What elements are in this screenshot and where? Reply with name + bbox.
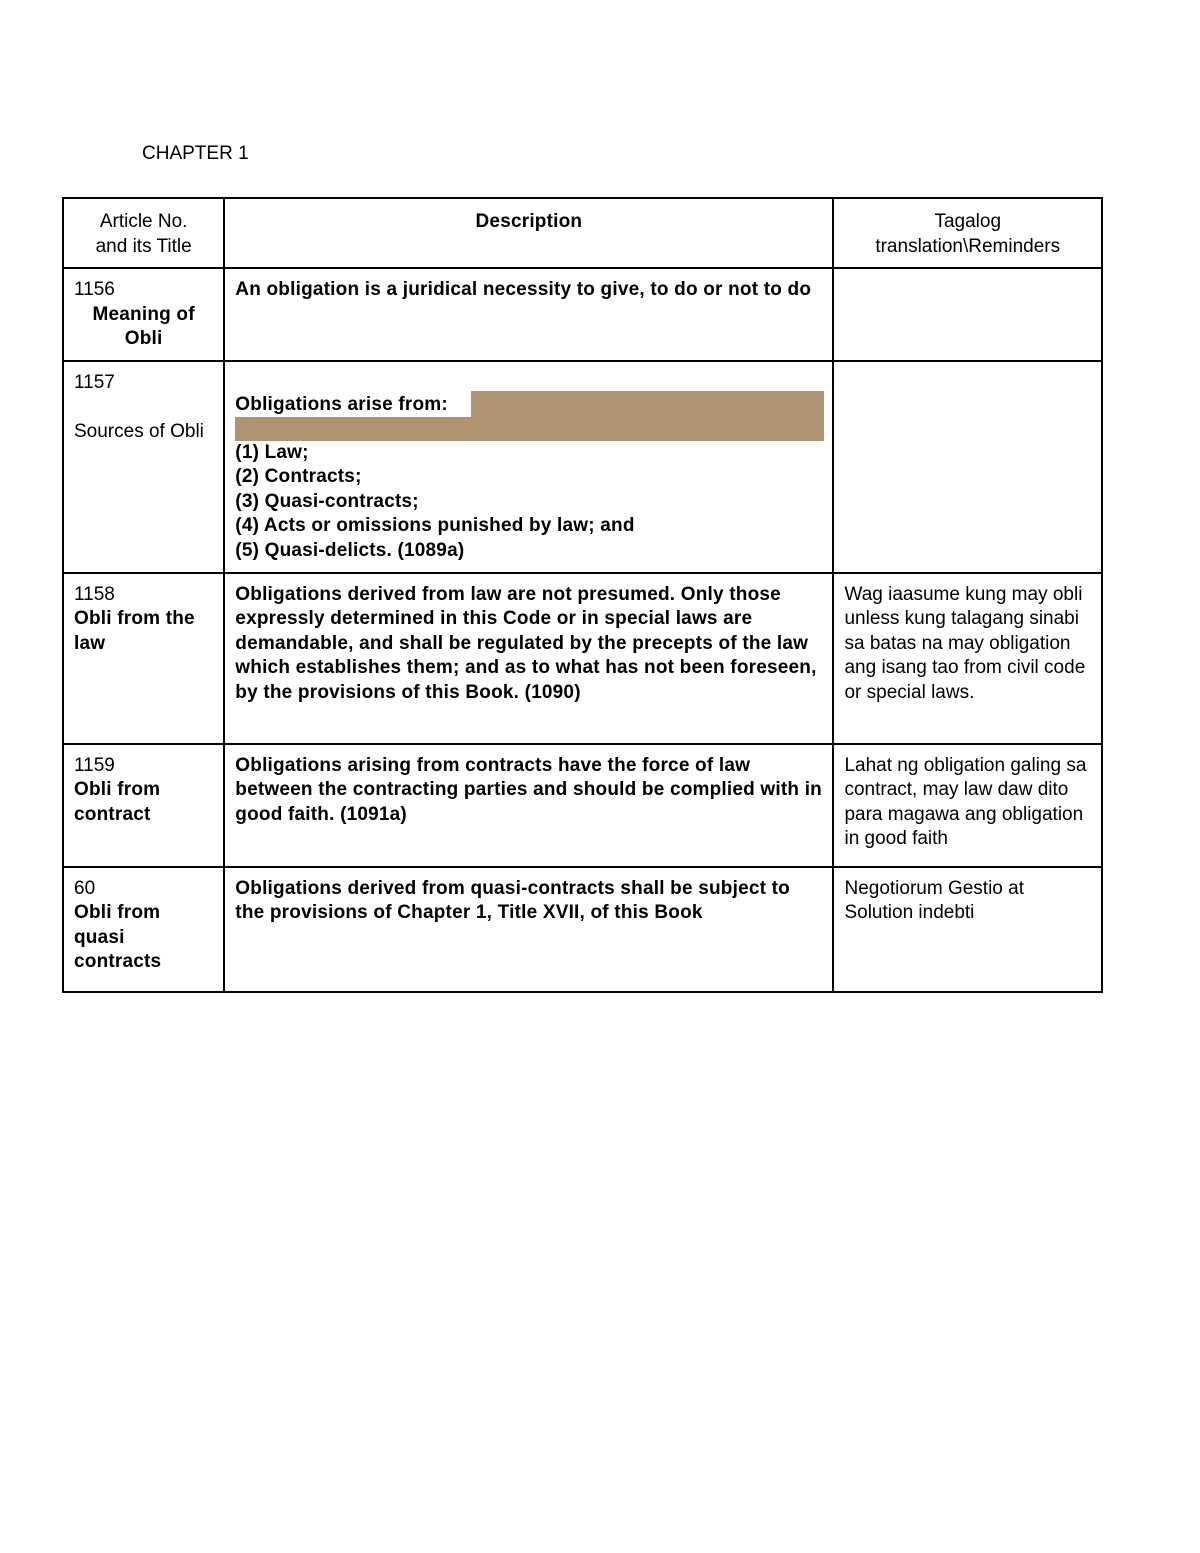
description-intro: Obligations arise from: bbox=[235, 393, 448, 415]
description-cell bbox=[224, 573, 833, 744]
header-article-line2: and its Title bbox=[95, 235, 192, 257]
reminder-cell bbox=[833, 573, 1102, 744]
list-item: (5) Quasi-delicts. (1089a) bbox=[235, 539, 465, 561]
article-number: 1157 bbox=[74, 371, 115, 393]
header-reminders bbox=[833, 198, 1102, 268]
article-cell bbox=[63, 361, 224, 573]
list-item: (1) Law; bbox=[235, 441, 309, 463]
reminder-cell bbox=[833, 744, 1102, 867]
header-reminders-line1: Tagalog bbox=[934, 211, 1002, 232]
article-number: 1158 bbox=[74, 583, 115, 605]
table-row bbox=[63, 573, 1102, 744]
article-cell bbox=[63, 744, 224, 867]
article-cell bbox=[63, 268, 224, 361]
table-row bbox=[63, 268, 1102, 361]
description-cell bbox=[224, 744, 833, 867]
article-number: 1156 bbox=[74, 279, 115, 300]
list-item: (2) Contracts; bbox=[235, 466, 362, 487]
description-cell bbox=[224, 361, 833, 573]
description-cell bbox=[224, 268, 833, 361]
article-description: Obligations derived from law are not presumed. Only those expressly determined in this Code or in special laws are demandable, and shall be regulated by the precepts of the law which establishes them; and as to what has not been foreseen, by the provisions of this Book. (1090) bbox=[235, 583, 817, 703]
reminder-cell bbox=[833, 361, 1102, 573]
article-title: Obli from contract bbox=[74, 779, 161, 825]
article-title: Sources of Obli bbox=[74, 420, 204, 442]
list-item: (4) Acts or omissions punished by law; and bbox=[235, 515, 635, 536]
highlighted-intro bbox=[235, 393, 822, 441]
table-row bbox=[63, 744, 1102, 867]
reminder-cell bbox=[833, 867, 1102, 992]
article-reminder: Wag iaasume kung may obli unless kung talagang sinabi sa batas na may obligation ang isang tao from civil code or special laws. bbox=[844, 583, 1086, 703]
article-number: 1159 bbox=[74, 754, 115, 776]
header-description bbox=[224, 198, 833, 268]
article-cell bbox=[63, 573, 224, 744]
list-item: (3) Quasi-contracts; bbox=[235, 490, 419, 512]
article-description: An obligation is a juridical necessity to give, to do or not to do bbox=[235, 279, 812, 300]
article-title: Meaning of Obli bbox=[92, 303, 195, 349]
table-row bbox=[63, 867, 1102, 992]
article-reminder: Negotiorum Gestio at Solution indebti bbox=[844, 877, 1024, 923]
article-number: 60 bbox=[74, 877, 96, 899]
header-description-label: Description bbox=[475, 211, 583, 232]
reminder-cell bbox=[833, 268, 1102, 361]
article-title: Obli from the law bbox=[74, 608, 195, 654]
article-title: Obli from quasi contracts bbox=[74, 902, 162, 972]
table-header-row bbox=[63, 198, 1102, 268]
table-row bbox=[63, 361, 1102, 573]
article-description: Obligations derived from quasi-contracts shall be subject to the provisions of Chapter 1, Title XVII, of this Book bbox=[235, 877, 790, 923]
article-reminder: Lahat ng obligation galing sa contract, may law daw dito para magawa ang obligation in good faith bbox=[844, 754, 1087, 849]
article-description: Obligations arising from contracts have the force of law between the contracting parties and should be complied with in good faith. (1091a) bbox=[235, 754, 822, 825]
article-cell bbox=[63, 867, 224, 992]
chapter-heading: CHAPTER 1 bbox=[142, 143, 249, 164]
description-cell bbox=[224, 867, 833, 992]
header-article-line1: Article No. bbox=[99, 211, 188, 232]
header-reminders-line2: translation\Reminders bbox=[875, 235, 1061, 257]
articles-table bbox=[62, 197, 1103, 993]
header-article bbox=[63, 198, 224, 268]
